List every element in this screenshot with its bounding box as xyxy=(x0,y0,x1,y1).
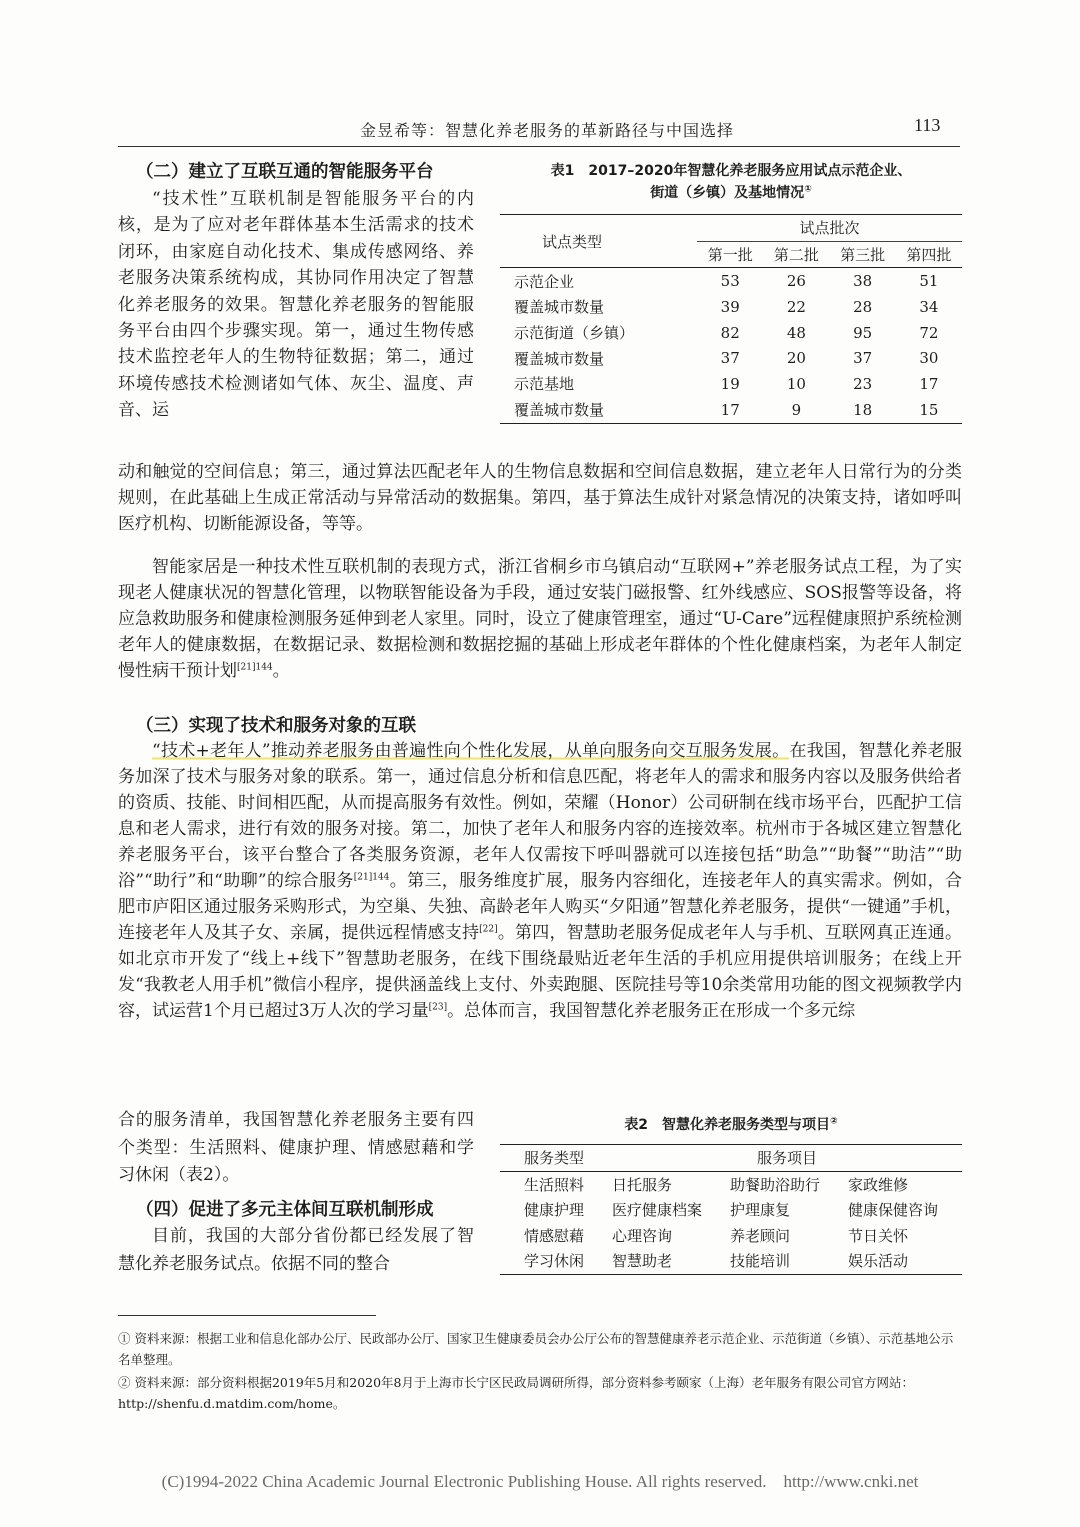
table-cell: 养老顾问 xyxy=(730,1226,791,1245)
citation: [21]144 xyxy=(353,872,390,883)
table-cell: 10 xyxy=(786,374,806,393)
table-cell: 53 xyxy=(720,272,740,291)
table-cell: 23 xyxy=(853,374,873,393)
table-cell: 健康保健咨询 xyxy=(848,1201,939,1220)
table-cell: 17 xyxy=(919,374,939,393)
paragraph-text: 。总体而言，我国智慧化养老服务正在形成一个多元综 xyxy=(447,1001,856,1021)
table-cell: 37 xyxy=(720,349,740,368)
table-cell: 日托服务 xyxy=(612,1175,673,1194)
table-row xyxy=(500,268,962,294)
table-cell: 17 xyxy=(720,400,740,419)
paragraph-platform-narrow: “技术性”互联机制是智能服务平台的内核，是为了应对老年群体基本生活需求的技术闭环，由家庭自动化技术、集成传感网络、养老服务决策系统构成，其协同作用决定了智慧化养老服务的效果。智慧化养老服务的智能服务平台由四个步骤实现。第一，通过生物传感技术监控老年人的生物特征数据；第二，通过环境传感技术检测诸如气体、灰尘、温度、声音、运 xyxy=(118,189,474,421)
paragraph-multi-entity: 目前，我国的大部分省份都已经发展了智慧化养老服务试点。依据不同的整合 xyxy=(118,1226,474,1274)
table-row xyxy=(500,1223,962,1249)
paragraph-text: 。第三，服务维度扩展，服务内容细化，连接老年人的真实需求。例如，合肥市庐阳区通过服务采购形式，为空巢、失独、高龄老年人购买“夕阳通”智慧化养老服务，提供“一键通”手机，连接老年人及其子女、亲属，提供远程情感支持 xyxy=(118,871,962,943)
copyright-footer: (C)1994-2022 China Academic Journal Electronic Publishing House. All rights reserved. http://www.cnki.net xyxy=(161,1472,919,1491)
paragraph-smart-home-text: 智能家居是一种技术性互联机制的表现方式，浙江省桐乡市乌镇启动“互联网+”养老服务试点工程，为了实现老人健康状况的智慧化管理，以物联智能设备为手段，通过安装门磁报警、红外线感应、SOS报警等设备，将应急救助服务和健康检测服务延伸到老人家里。同时，设立了健康管理室，通过“U-Care”远程健康照护系统检测老年人的健康数据，在数据记录、数据检测和数据挖掘的基础上形成老年群体的个性化健康档案，为老年人制定慢性病干预计划 xyxy=(118,557,962,681)
table-cell: 26 xyxy=(786,272,806,291)
table2-caption-text: 表2 智慧化养老服务类型与项目 xyxy=(624,1117,831,1133)
paragraph-platform-wide: 动和触觉的空间信息；第三，通过算法匹配老年人的生物信息数据和空间信息数据，建立老年人日常行为的分类规则，在此基础上生成正常活动与异常活动的数据集。第四，基于算法生成针对紧急情况的决策支持，诸如呼叫医疗机构、切断能源设备，等等。 xyxy=(118,462,962,534)
footnote-rule xyxy=(118,1315,376,1316)
table-cell: 娱乐活动 xyxy=(848,1252,909,1271)
table1-caption xyxy=(500,160,962,204)
paragraph-tech-elderly xyxy=(118,738,962,1024)
table-cell: 48 xyxy=(786,323,806,342)
table-cell: 助餐助浴助行 xyxy=(730,1175,821,1194)
punctuation: 。 xyxy=(272,661,290,681)
table1-batch-3: 第三批 xyxy=(840,246,886,265)
table2-col-type: 服务类型 xyxy=(524,1149,585,1168)
table1-batch-2: 第二批 xyxy=(773,246,819,265)
paragraph-smart-home xyxy=(118,554,962,684)
table2-caption-note: ② xyxy=(830,1116,838,1127)
table-cell: 示范企业 xyxy=(514,272,575,291)
table1-caption-note: ① xyxy=(804,184,812,195)
table-row xyxy=(500,345,962,371)
table-cell: 22 xyxy=(786,297,806,316)
paragraph-service-list: 合的服务清单，我国智慧化养老服务主要有四个类型：生活照料、健康护理、情感慰藉和学习休闲（表2）。 xyxy=(118,1110,474,1185)
header-rule xyxy=(118,146,960,147)
table1-caption-line2: 街道（乡镇）及基地情况 xyxy=(650,185,805,201)
table2-col-items: 服务项目 xyxy=(756,1149,817,1168)
table2-caption xyxy=(500,1114,962,1136)
table-cell: 护理康复 xyxy=(730,1201,791,1220)
table-cell: 19 xyxy=(720,374,740,393)
table-row xyxy=(500,320,962,346)
table-cell: 健康护理 xyxy=(524,1201,585,1220)
highlighted-sentence: “技术+老年人”推动养老服务由普遍性向个性化发展，从单向服务向交互服务发展。 xyxy=(152,741,790,761)
table-row xyxy=(500,1197,962,1223)
page-number: 113 xyxy=(914,115,941,135)
table-cell: 51 xyxy=(919,272,939,291)
table-cell: 学习休闲 xyxy=(524,1252,585,1271)
table-cell: 家政维修 xyxy=(848,1175,909,1194)
citation: [22] xyxy=(479,924,498,935)
section-heading-3: （三）实现了技术和服务对象的互联 xyxy=(136,716,416,736)
table-cell: 情感慰藉 xyxy=(524,1226,585,1245)
table-cell: 心理咨询 xyxy=(612,1226,673,1245)
table1-caption-line1: 表1 2017–2020年智慧化养老服务应用试点示范企业、 xyxy=(550,163,912,179)
table-cell: 示范街道（乡镇） xyxy=(514,324,635,343)
table-row xyxy=(500,1171,962,1197)
table1-col-batch: 试点批次 xyxy=(697,215,962,242)
table-row xyxy=(500,294,962,320)
table-cell: 15 xyxy=(919,400,939,419)
table-cell: 节日关怀 xyxy=(848,1226,909,1245)
table-cell: 28 xyxy=(853,297,873,316)
table-cell: 37 xyxy=(853,349,873,368)
footnote-1: ① 资料来源：根据工业和信息化部办公厅、民政部办公厅、国家卫生健康委员会办公厅公布的智慧健康养老示范企业、示范街道（乡镇）、示范基地公示名单整理。 xyxy=(118,1331,954,1367)
table-cell: 生活照料 xyxy=(524,1175,585,1194)
paragraph-text: 。第四，智慧助老服务促成老年人与手机、互联网真正连通。如北京市开发了“线上+线下”智慧助老服务，在线下围绕最贴近老年生活的手机应用提供培训服务；在线上开发“我教老人用手机”微信小程序，提供涵盖线上支付、外卖跑腿、医院挂号等10余类常用功能的图文视频教学内容，试运营1个月已超过3万人次的学习量 xyxy=(118,923,963,1021)
table1 xyxy=(500,214,962,424)
table1-batch-4: 第四批 xyxy=(906,246,952,265)
paragraph-text: 在我国，智慧化养老服务加深了技术与服务对象的联系。第一，通过信息分析和信息匹配，将老年人的需求和服务内容以及服务供给者的资质、技能、时间相匹配，从而提高服务有效性。例如，荣耀（Honor）公司研制在线市场平台，匹配护工信息和老人需求，进行有效的服务对接。第二，加快了老年人和服务内容的连接效率。杭州市于各城区建立智慧化养老服务平台，该平台整合了各类服务资源，老年人仅需按下呼叫器就可以连接包括“助急”“助餐”“助洁”“助浴”“助行”和“助聊”的综合服务 xyxy=(118,741,963,891)
table-cell: 覆盖城市数量 xyxy=(514,401,605,420)
citation: [21]144 xyxy=(237,662,273,673)
table2 xyxy=(500,1144,962,1275)
table-cell: 95 xyxy=(853,323,873,342)
table-cell: 覆盖城市数量 xyxy=(514,349,605,368)
table-row xyxy=(500,397,962,423)
running-header-title: 金昱希等：智慧化养老服务的革新路径与中国选择 xyxy=(360,121,735,140)
table-cell: 34 xyxy=(919,297,939,316)
table-cell: 72 xyxy=(919,323,939,342)
table-cell: 20 xyxy=(786,349,806,368)
table-cell: 82 xyxy=(720,323,740,342)
table-cell: 38 xyxy=(853,272,873,291)
table-cell: 示范基地 xyxy=(514,375,575,394)
footnote-2: ② 资料来源：部分资料根据2019年5月和2020年8月于上海市长宁区民政局调研所得，部分资料参考颐家（上海）老年服务有限公司官方网站：http://shenfu.d.matdim.com/home。 xyxy=(118,1375,915,1411)
table-cell: 18 xyxy=(853,400,873,419)
section-heading-4: （四）促进了多元主体间互联机制形成 xyxy=(136,1200,434,1220)
table-cell: 覆盖城市数量 xyxy=(514,298,605,317)
citation: [23] xyxy=(428,1002,448,1013)
table-cell: 30 xyxy=(919,349,939,368)
table-cell: 医疗健康档案 xyxy=(612,1201,703,1220)
table-cell: 39 xyxy=(720,297,740,316)
section-heading-2: （二）建立了互联互通的智能服务平台 xyxy=(136,162,434,182)
table-cell: 技能培训 xyxy=(730,1252,791,1271)
table1-batch-1: 第一批 xyxy=(707,246,753,265)
table-cell: 9 xyxy=(791,400,802,419)
table-row xyxy=(500,1248,962,1274)
table-row xyxy=(500,371,962,397)
table-cell: 智慧助老 xyxy=(612,1252,673,1271)
table1-col-type: 试点类型 xyxy=(542,232,603,251)
